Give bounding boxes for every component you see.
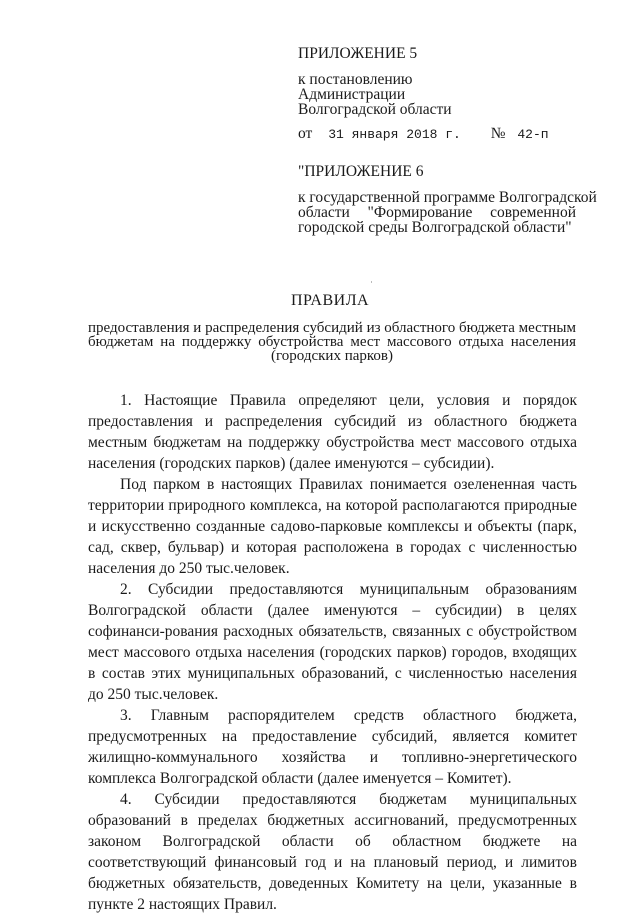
appendix6-line-3: городской среды Волгоградской области" — [298, 219, 572, 236]
rules-subtitle-line-2: бюджетам на поддержку обустройства мест массового отдыха населения — [88, 334, 576, 350]
appendix-to-line-2: Администрации — [298, 86, 406, 103]
decree-date-line — [298, 126, 598, 143]
appendix-to-line-1: к постановлению — [298, 71, 413, 88]
from-label: от — [298, 125, 313, 142]
paragraph-2: 2. Субсидии предоставляются муниципальным образованиям Волгоградской области (далее именуются – субсидии) в целях софинанси-рования расходных обязательств, связанных с обустройством мест массового отдыха населения (городских парков) городов, входящих в состав этих муниципальных образований, с численностью населения до 250 тыс.человек. — [88, 581, 577, 703]
rules-subtitle-line-3: (городских парков) — [271, 348, 393, 364]
appendix-to-line-3: Волгоградской области — [298, 101, 452, 118]
number-label: № — [490, 125, 506, 142]
rules-title: ПРАВИЛА — [291, 292, 370, 309]
paragraph-4: 4. Субсидии предоставляются бюджетам муниципальных образований в пределах бюджетных ассигнований, предусмотренных законом Волгоградской области об областном бюджете на соответствующий финансовый год и на плановый период, и лимитов бюджетных обязательств, доведенных Комитету на цели, указанные в пункте 2 настоящих Правил. — [88, 791, 577, 913]
appendix-title: ПРИЛОЖЕНИЕ 5 — [298, 45, 418, 62]
paragraph-1: 1. Настоящие Правила определяют цели, условия и порядок предоставления и распределения субсидий из областного бюджета местным бюджетам на поддержку обустройства мест массового отдыха населения (городских парков) (далее именуются – субсидии). — [88, 392, 577, 472]
decree-date: 31 января 2018 г. — [328, 127, 461, 142]
appendix6-line-1: к государственной программе Волгоградской — [298, 189, 597, 206]
appendix6-title: "ПРИЛОЖЕНИЕ 6 — [298, 163, 424, 180]
paragraph-park-definition: Под парком в настоящих Правилах понимается озелененная часть территории природного комплекса, на которой располагаются природные и искусственно созданные садово-парковые комплексы и объекты (парк, сад, сквер, бульвар) и которая расположена в городах с численностью населения до 250 тыс.человек. — [88, 476, 577, 577]
rules-subtitle-line-1: предоставления и распределения субсидий из областного бюджета местным — [88, 320, 576, 336]
scan-mark — [371, 281, 372, 283]
rules-body — [88, 390, 577, 915]
paragraph-3: 3. Главным распорядителем средств областного бюджета, предусмотренных на предоставление субсидий, является комитет жилищно-коммунального хозяйства и топливно-энергетического комплекса Волгоградской области (далее именуется – Комитет). — [88, 707, 577, 787]
decree-number: 42-п — [517, 127, 549, 142]
appendix6-line-2: области "Формирование современной — [298, 204, 576, 221]
